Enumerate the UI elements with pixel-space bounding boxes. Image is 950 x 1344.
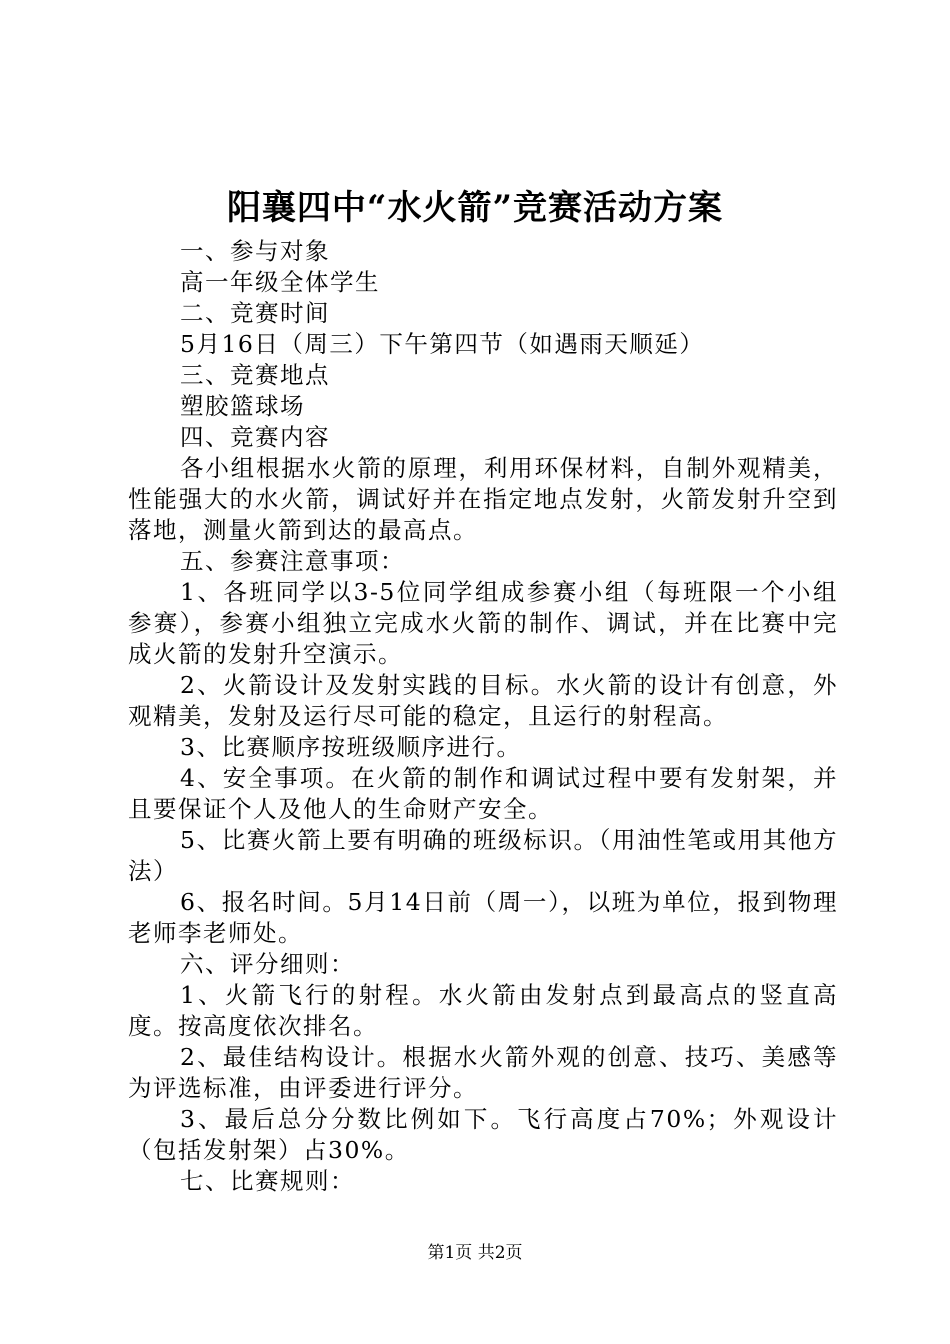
section-2-heading: 二、竞赛时间	[180, 299, 330, 327]
section-5-item: 5、比赛火箭上要有明确的班级标识。（用油性笔或用其他方法）	[128, 826, 838, 885]
section-4-text: 各小组根据水火箭的原理，利用环保材料，自制外观精美，性能强大的水火箭，调试好并在指定地点发射，火箭发射升空到落地，测量火箭到达的最高点。	[128, 454, 838, 544]
section-5-item: 6、报名时间。5月14日前（周一），以班为单位，报到物理老师李老师处。	[128, 888, 838, 947]
section-5-item: 2、火箭设计及发射实践的目标。水火箭的设计有创意，外观精美，发射及运行尽可能的稳定，且运行的射程高。	[128, 671, 838, 730]
section-5-heading: 五、参赛注意事项：	[180, 547, 405, 575]
section-3-text: 塑胶篮球场	[180, 392, 305, 420]
document-title: 阳襄四中“水火箭”竞赛活动方案	[226, 188, 724, 228]
section-4-heading: 四、竞赛内容	[180, 423, 330, 451]
section-6-item: 3、最后总分分数比例如下。飞行高度占70%；外观设计（包括发射架）占30%。	[128, 1105, 838, 1164]
document-body	[128, 236, 838, 1197]
section-2-text: 5月16日（周三）下午第四节（如遇雨天顺延）	[180, 330, 705, 358]
section-7-heading: 七、比赛规则：	[180, 1167, 355, 1195]
section-6-item: 1、火箭飞行的射程。水火箭由发射点到最高点的竖直高度。按高度依次排名。	[128, 981, 838, 1040]
section-5-item: 1、各班同学以3-5位同学组成参赛小组（每班限一个小组参赛），参赛小组独立完成水火箭的制作、调试，并在比赛中完成火箭的发射升空演示。	[128, 578, 838, 668]
section-1-text: 高一年级全体学生	[180, 268, 380, 296]
section-5-item: 3、比赛顺序按班级顺序进行。	[180, 733, 522, 761]
section-3-heading: 三、竞赛地点	[180, 361, 330, 389]
page-footer: 第1页 共2页	[427, 1243, 523, 1263]
section-6-item: 2、最佳结构设计。根据水火箭外观的创意、技巧、美感等为评选标准，由评委进行评分。	[128, 1043, 838, 1102]
section-6-heading: 六、评分细则：	[180, 950, 355, 978]
section-1-heading: 一、参与对象	[180, 237, 330, 265]
section-5-item: 4、安全事项。在火箭的制作和调试过程中要有发射架，并且要保证个人及他人的生命财产安全。	[128, 764, 838, 823]
